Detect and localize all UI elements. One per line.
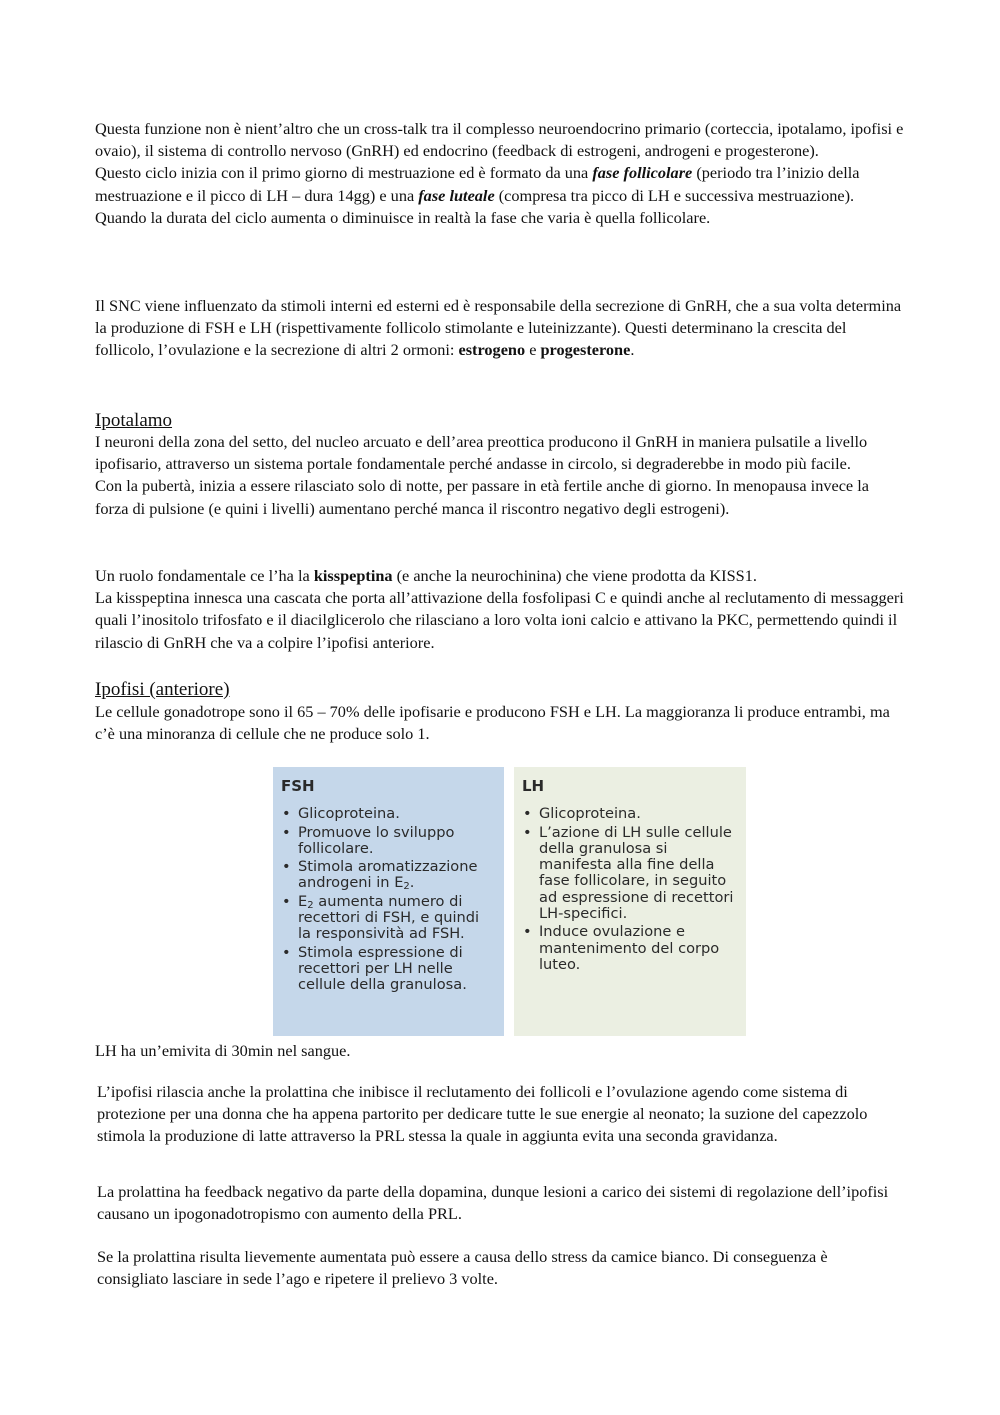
prolattina-paragraph-1: L’ipofisi rilascia anche la prolattina che inibisce il reclutamento dei follicoli e l’ovulazione agendo come sistema di protezione per una donna che ha appena partorito per dedicare tutte le sue energie al neonato; la suzione del capezzolo stimola la produzione di latte attraverso la PRL stessa la quale in aggiunta evita una seconda gravidanza. — [97, 1082, 868, 1146]
progesterone-term: progesterone — [540, 340, 631, 360]
snc-paragraph: Il SNC viene influenzato da stimoli interni ed esterni ed è responsabile della secrezione di GnRH, che a sua volta determina la produzione di FSH e LH (rispettivamente follicolo stimolante e luteinizzante). Questi determinano la crescita del follicolo, l’ovulazione e la secrezione di altri 2 ormoni: estrogeno e progesterone. — [95, 296, 902, 360]
estrogeno-term: estrogeno — [458, 340, 526, 360]
lh-list-item: • Glicoproteina. — [522, 806, 738, 822]
intro-block — [95, 118, 905, 229]
fsh-list — [281, 806, 496, 993]
fsh-list-item: • Promuove lo sviluppo follicolare. — [281, 825, 496, 858]
ipotalamo-block — [95, 431, 905, 520]
lh-list-item: • L’azione di LH sulle cellule della granulosa si manifesta alla fine della fase follicolare, in seguito ad espressione di recettori LH-specifici. — [522, 825, 738, 923]
kisspeptina-paragraph-2: La kisspeptina innesca una cascata che porta all’attivazione della fosfolipasi C e quindi anche al reclutamento di messaggeri quali l’inositolo trifosfato e il diacilglicerolo che rilasciano a loro volta ioni calcio e attivano la PKC, permettendo quindi il rilascio di GnRH che va a colpire l’ipofisi anteriore. — [95, 588, 904, 652]
fase-luteale-term: fase luteale — [418, 185, 495, 205]
section-heading-ipofisi: Ipofisi (anteriore) — [95, 679, 230, 700]
kisspeptina-paragraph-1: Un ruolo fondamentale ce l’ha la kisspeptina (e anche la neurochinina) che viene prodotta da KISS1. — [95, 566, 757, 585]
lh-half-life-note: LH ha un’emivita di 30min nel sangue. — [95, 1041, 351, 1060]
kisspeptina-term: kisspeptina — [313, 566, 393, 585]
lh-box-title: LH — [522, 777, 545, 795]
fsh-list-item: • Glicoproteina. — [281, 806, 496, 822]
ipotalamo-paragraph-1: I neuroni della zona del setto, del nucleo arcuato e dell’area preottica producono il GnRH in maniera pulsatile a livello ipofisario, attraverso un sistema portale fondamentale perché andasse in circolo, si degraderebbe in modo più facile. — [95, 432, 868, 474]
lh-list — [522, 806, 738, 973]
fsh-list-item: • $E_2$ aumenta numero di recettori di FSH, e quindi la responsività ad FSH. — [281, 894, 496, 943]
prolattina-paragraph-2: La prolattina ha feedback negativo da parte della dopamina, dunque lesioni a carico dei sistemi di regolazione dell’ipofisi causano un ipogonadotropismo con aumento della PRL. — [97, 1182, 889, 1224]
ipofisi-paragraph: Le cellule gonadotrope sono il 65 – 70% delle ipofisarie e producono FSH e LH. La maggioranza li produce entrambi, ma c’è una minoranza di cellule che ne produce solo 1. — [95, 702, 890, 744]
fsh-box-title: FSH — [281, 777, 315, 795]
fsh-list-item: • Stimola aromatizzazione androgeni in $E_2$. — [281, 859, 496, 892]
lh-list-item: • Induce ovulazione e mantenimento del corpo luteo. — [522, 924, 738, 973]
intro-paragraph-2: Questo ciclo inizia con il primo giorno di mestruazione ed è formato da una fase follicolare (periodo tra l’inizio della mestruazione e il picco di LH – dura 14gg) e una fase luteale (compresa tra picco di LH e successiva mestruazione). Quando la durata del ciclo aumenta o diminuisce in realtà la fase che varia è quella follicolare. — [95, 163, 860, 227]
fsh-list-item: • Stimola espressione di recettori per LH nelle cellule della granulosa. — [281, 945, 496, 994]
intro-paragraph-1: Questa funzione non è nient’altro che un cross-talk tra il complesso neuroendocrino primario (corteccia, ipotalamo, ipofisi e ovaio), il sistema di controllo nervoso (GnRH) ed endocrino (feedback di estrogeni, androgeni e progesterone). — [95, 119, 904, 161]
fase-follicolare-term: fase follicolare — [592, 163, 693, 183]
section-heading-ipotalamo: Ipotalamo — [95, 410, 173, 431]
fsh-info-box — [273, 767, 504, 1036]
prolattina-paragraph-3: Se la prolattina risulta lievemente aumentata può essere a causa dello stress da camice bianco. Di conseguenza è consigliato lasciare in sede l’ago e ripetere il prelievo 3 volte. — [97, 1247, 828, 1289]
ipotalamo-paragraph-2: Con la pubertà, inizia a essere rilasciato solo di notte, per passare in età fertile anche di giorno. In menopausa invece la forza di pulsione (e quini i livelli) aumentano perché manca il riscontro negativo degli estrogeni). — [95, 476, 869, 518]
kisspeptina-block — [95, 565, 905, 654]
lh-info-box — [514, 767, 746, 1036]
